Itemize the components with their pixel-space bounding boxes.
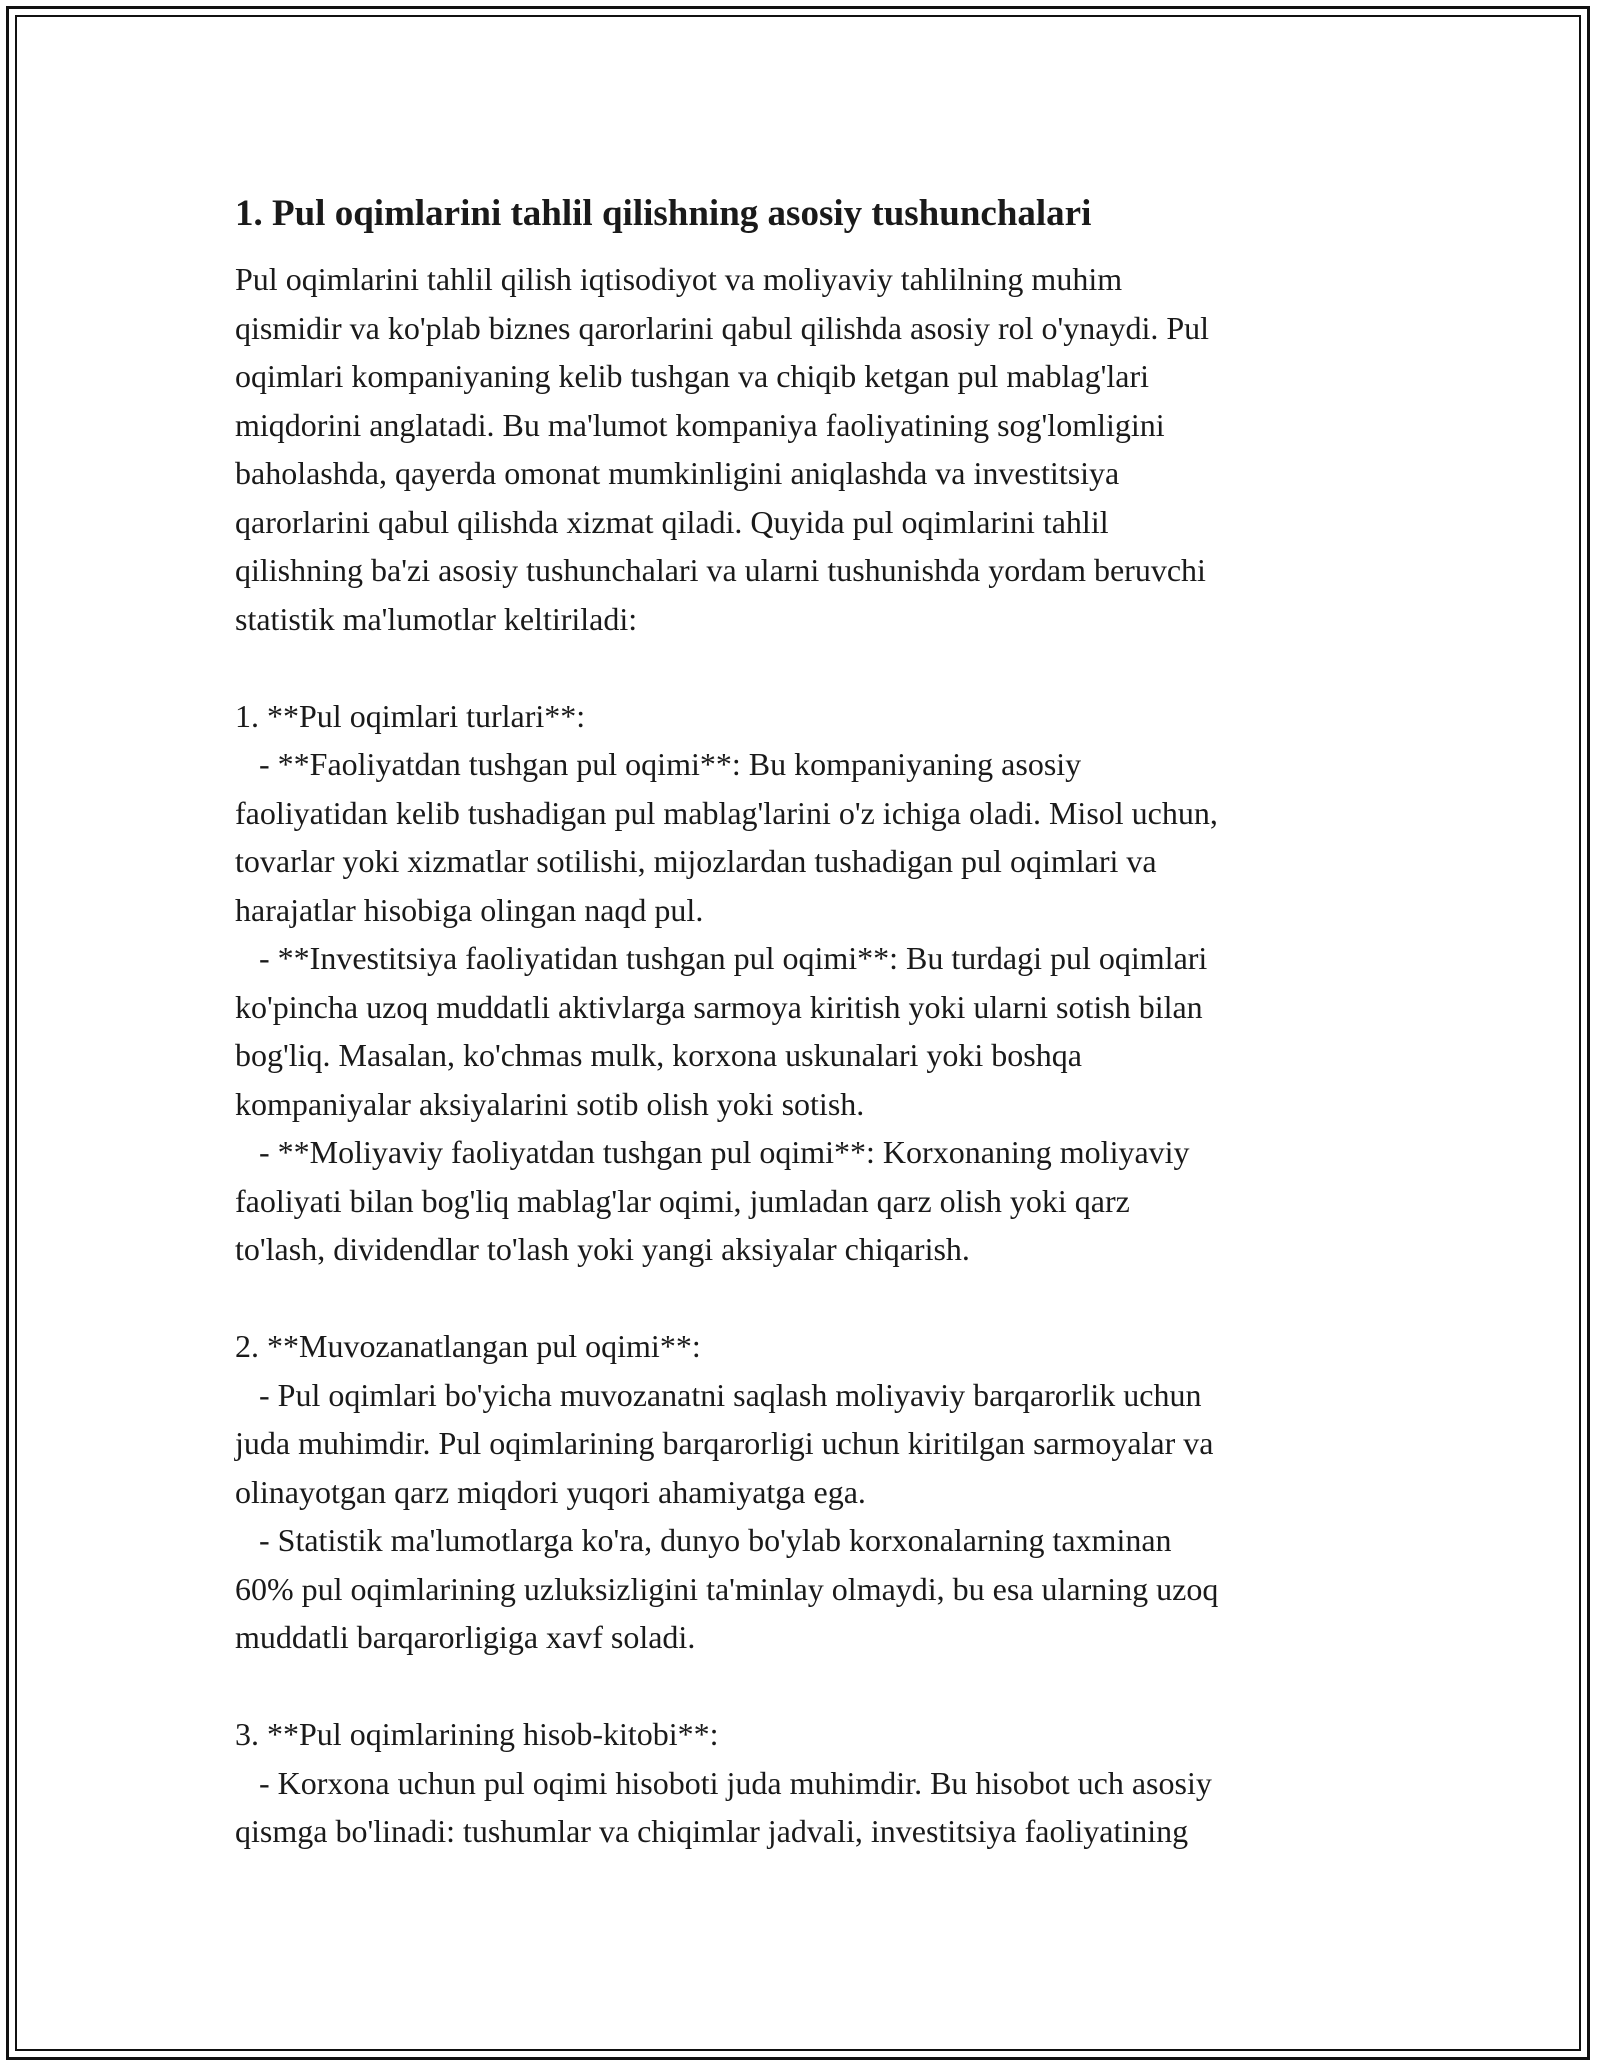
text-line: miqdorini anglatadi. Bu ma'lumot kompaniya faoliyatining sog'lomligini (235, 406, 1165, 443)
text-line: qismga bo'linadi: tushumlar va chiqimlar jadvali, investitsiya faoliyatining (235, 1813, 1189, 1849)
text-line: kompaniyalar aksiyalarini sotib olish yoki sotish. (235, 1085, 865, 1122)
text-line: - Pul oqimlari bo'yicha muvozanatni saqlash moliyaviy barqarorlik uchun (235, 1376, 1202, 1413)
document-body (235, 255, 1370, 1856)
text-line: Pul oqimlarini tahlil qilish iqtisodiyot va moliyaviy tahlilning muhim (235, 261, 1123, 297)
text-line: juda muhimdir. Pul oqimlarining barqarorligi uchun kiritilgan sarmoyalar va (235, 1425, 1214, 1461)
text-line: harajatlar hisobiga olingan naqd pul. (235, 891, 704, 928)
page-title: 1. Pul oqimlarini tahlil qilishning asosiy tushunchalari (235, 193, 1092, 234)
text-line: - Statistik ma'lumotlarga ko'ra, dunyo bo'ylab korxonalarning taxminan (235, 1522, 1172, 1558)
text-line: qarorlarini qabul qilishda xizmat qiladi. Quyida pul oqimlarini tahlil (235, 503, 1109, 540)
text-line: qismidir va ko'plab biznes qarorlarini qabul qilishda asosiy rol o'ynaydi. Pul (235, 309, 1210, 346)
text-line: qilishning ba'zi asosiy tushunchalari va ularni tushunishda yordam beruvchi (235, 552, 1206, 588)
text-line: 60% pul oqimlarining uzluksizligini ta'minlay olmaydi, bu esa ularning uzoq (235, 1570, 1219, 1607)
text-line: statistik ma'lumotlar keltiriladi: (235, 600, 638, 637)
text-line: to'lash, dividendlar to'lash yoki yangi aksiyalar chiqarish. (235, 1231, 970, 1267)
text-line: muddatli barqarorligiga xavf soladi. (235, 1619, 696, 1655)
text-line: oqimlari kompaniyaning kelib tushgan va chiqib ketgan pul mablag'lari (235, 358, 1149, 394)
document-content (235, 185, 1370, 1856)
text-line: - Korxona uchun pul oqimi hisoboti juda muhimdir. Bu hisobot uch asosiy (235, 1764, 1212, 1801)
text-line: 1. **Pul oqimlari turlari**: (235, 697, 586, 734)
text-line: faoliyati bilan bog'liq mablag'lar oqimi, jumladan qarz olish yoki qarz (235, 1182, 1130, 1219)
text-line: - **Faoliyatdan tushgan pul oqimi**: Bu kompaniyaning asosiy (235, 746, 1082, 782)
text-line: olinayotgan qarz miqdori yuqori ahamiyatga ega. (235, 1473, 866, 1510)
text-line: tovarlar yoki xizmatlar sotilishi, mijozlardan tushadigan pul oqimlari va (235, 843, 1157, 879)
text-line: faoliyatidan kelib tushadigan pul mablag'larini o'z ichiga oladi. Misol uchun, (235, 794, 1218, 831)
text-line: - **Moliyaviy faoliyatdan tushgan pul oqimi**: Korxonaning moliyaviy (235, 1134, 1190, 1170)
text-line: - **Investitsiya faoliyatidan tushgan pul oqimi**: Bu turdagi pul oqimlari (235, 940, 1208, 976)
text-line: bog'liq. Masalan, ko'chmas mulk, korxona uskunalari yoki boshqa (235, 1037, 1082, 1073)
blank-line (235, 1274, 1370, 1323)
text-line: 3. **Pul oqimlarining hisob-kitobi**: (235, 1716, 719, 1752)
text-line: baholashda, qayerda omonat mumkinligini aniqlashda va investitsiya (235, 455, 1120, 491)
blank-line (235, 643, 1370, 692)
text-line: ko'pincha uzoq muddatli aktivlarga sarmoya kiritish yoki ularni sotish bilan (235, 988, 1203, 1025)
blank-line (235, 1662, 1370, 1711)
text-line: 2. **Muvozanatlangan pul oqimi**: (235, 1328, 701, 1364)
